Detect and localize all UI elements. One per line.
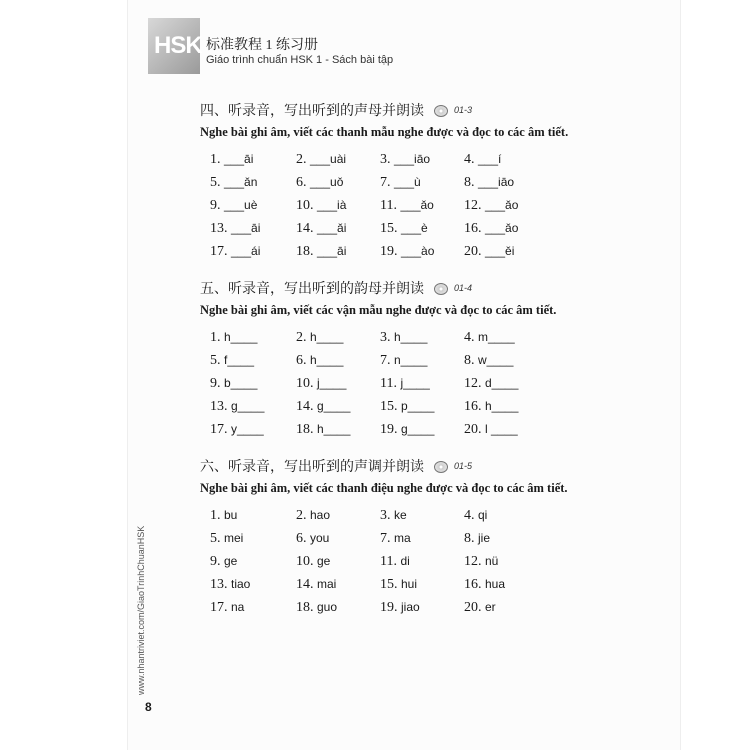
grid-row <box>200 422 670 445</box>
exercise-item: 19. g____ <box>380 422 435 437</box>
exercise-item: 4. qi <box>464 508 488 523</box>
exercise-item: 1. ___āi <box>210 152 254 167</box>
exercise-item: 12. d____ <box>464 376 519 391</box>
section-title-text: 五、听录音，写出听到的韵母并朗读 <box>200 282 424 297</box>
exercise-item: 14. mai <box>296 577 337 592</box>
grid-row <box>200 577 670 600</box>
exercise-item: 20. er <box>464 600 496 615</box>
exercise-item: 15. hui <box>380 577 418 592</box>
exercise-item: 15. ___è <box>380 221 428 236</box>
grid-row <box>200 152 670 175</box>
audio-disc-icon <box>434 105 448 115</box>
exercise-item: 18. h____ <box>296 422 351 437</box>
section-title <box>200 100 670 120</box>
grid-row <box>200 600 670 623</box>
grid-row <box>200 244 670 267</box>
exercise-item: 7. ___ù <box>380 175 421 190</box>
hsk-logo: HSK <box>154 32 202 59</box>
grid-row <box>200 353 670 376</box>
exercise-item: 1. h____ <box>210 330 258 345</box>
exercise-item: 12. ___ǎo <box>464 198 519 213</box>
exercise-item: 11. di <box>380 554 410 569</box>
exercise-item: 13. g____ <box>210 399 265 414</box>
exercise-item: 6. ___uǒ <box>296 175 344 190</box>
track-number: 01-3 <box>454 105 473 115</box>
exercise-item: 14. g____ <box>296 399 351 414</box>
exercise-item: 13. tiao <box>210 577 251 592</box>
exercise-item: 7. n____ <box>380 353 428 368</box>
side-url: www.nhantriviet.com/GiaoTrinhChuanHSK <box>136 525 146 695</box>
book-title: 标准教程 1 练习册 <box>206 38 318 53</box>
section-title-text: 四、听录音，写出听到的声母并朗读 <box>200 104 424 119</box>
exercise-item: 4. m____ <box>464 330 515 345</box>
exercise-grid <box>200 508 670 623</box>
section-title-text: 六、听录音，写出听到的声调并朗读 <box>200 460 424 475</box>
exercise-item: 5. f____ <box>210 353 255 368</box>
exercise-item: 2. ___uài <box>296 152 347 167</box>
section-title <box>200 456 670 476</box>
track-number: 01-4 <box>454 283 473 293</box>
grid-row <box>200 330 670 353</box>
exercise-item: 9. ge <box>210 554 238 569</box>
exercise-item: 3. ___iāo <box>380 152 431 167</box>
grid-row <box>200 221 670 244</box>
exercise-item: 6. h____ <box>296 353 344 368</box>
section-instruction: Nghe bài ghi âm, viết các thanh điệu nghe được và đọc to các âm tiết. <box>200 481 568 495</box>
exercise-grid <box>200 152 670 267</box>
exercise-item: 18. ___āi <box>296 244 347 259</box>
exercise-item: 2. hao <box>296 508 331 523</box>
exercise-item: 1. bu <box>210 508 238 523</box>
exercise-item: 17. na <box>210 600 245 615</box>
section-instruction: Nghe bài ghi âm, viết các thanh mẫu nghe được và đọc to các âm tiết. <box>200 125 569 139</box>
exercise-item: 17. ___ái <box>210 244 261 259</box>
exercise-item: 6. you <box>296 531 330 546</box>
exercise-section-6 <box>200 456 670 623</box>
section-title <box>200 278 670 298</box>
exercise-item: 3. ke <box>380 508 407 523</box>
exercise-item: 19. jiao <box>380 600 420 615</box>
exercise-item: 12. nü <box>464 554 499 569</box>
exercise-item: 3. h____ <box>380 330 428 345</box>
book-subtitle: Giáo trình chuẩn HSK 1 - Sách bài tập <box>206 54 394 66</box>
grid-row <box>200 198 670 221</box>
exercise-item: 13. ___āi <box>210 221 261 236</box>
exercise-item: 16. hua <box>464 577 506 592</box>
grid-row <box>200 399 670 422</box>
exercise-item: 5. mei <box>210 531 244 546</box>
section-instruction: Nghe bài ghi âm, viết các vận mẫu nghe được và đọc to các âm tiết. <box>200 303 557 317</box>
exercise-section-5 <box>200 278 670 445</box>
audio-disc-icon <box>434 461 448 471</box>
exercise-item: 9. ___uè <box>210 198 258 213</box>
exercise-item: 2. h____ <box>296 330 344 345</box>
audio-disc-icon <box>434 283 448 293</box>
track-number: 01-5 <box>454 461 473 471</box>
grid-row <box>200 175 670 198</box>
exercise-section-4 <box>200 100 670 267</box>
grid-row <box>200 376 670 399</box>
exercise-item: 18. guo <box>296 600 338 615</box>
grid-row <box>200 554 670 577</box>
exercise-item: 8. ___iāo <box>464 175 515 190</box>
header <box>148 18 448 74</box>
exercise-item: 7. ma <box>380 531 411 546</box>
exercise-item: 20. l ____ <box>464 422 518 437</box>
exercise-item: 19. ___ào <box>380 244 435 259</box>
exercise-item: 10. ___ià <box>296 198 347 213</box>
exercise-item: 9. b____ <box>210 376 258 391</box>
exercise-grid <box>200 330 670 445</box>
exercise-item: 11. j____ <box>380 376 430 391</box>
exercise-item: 8. w____ <box>464 353 514 368</box>
exercise-item: 10. ge <box>296 554 331 569</box>
exercise-item: 16. ___ǎo <box>464 221 519 236</box>
exercise-item: 11. ___ǎo <box>380 198 434 213</box>
grid-row <box>200 508 670 531</box>
exercise-item: 8. jie <box>464 531 491 546</box>
page-number: 8 <box>145 700 152 714</box>
exercise-item: 4. ___í <box>464 152 502 167</box>
exercise-item: 16. h____ <box>464 399 519 414</box>
exercise-item: 17. y____ <box>210 422 264 437</box>
exercise-item: 15. p____ <box>380 399 435 414</box>
exercise-item: 5. ___ǎn <box>210 175 258 190</box>
exercise-item: 10. j____ <box>296 376 347 391</box>
grid-row <box>200 531 670 554</box>
exercise-item: 20. ___ěi <box>464 244 515 259</box>
exercise-item: 14. ___ǎi <box>296 221 347 236</box>
hsk-logo-box <box>148 18 200 74</box>
